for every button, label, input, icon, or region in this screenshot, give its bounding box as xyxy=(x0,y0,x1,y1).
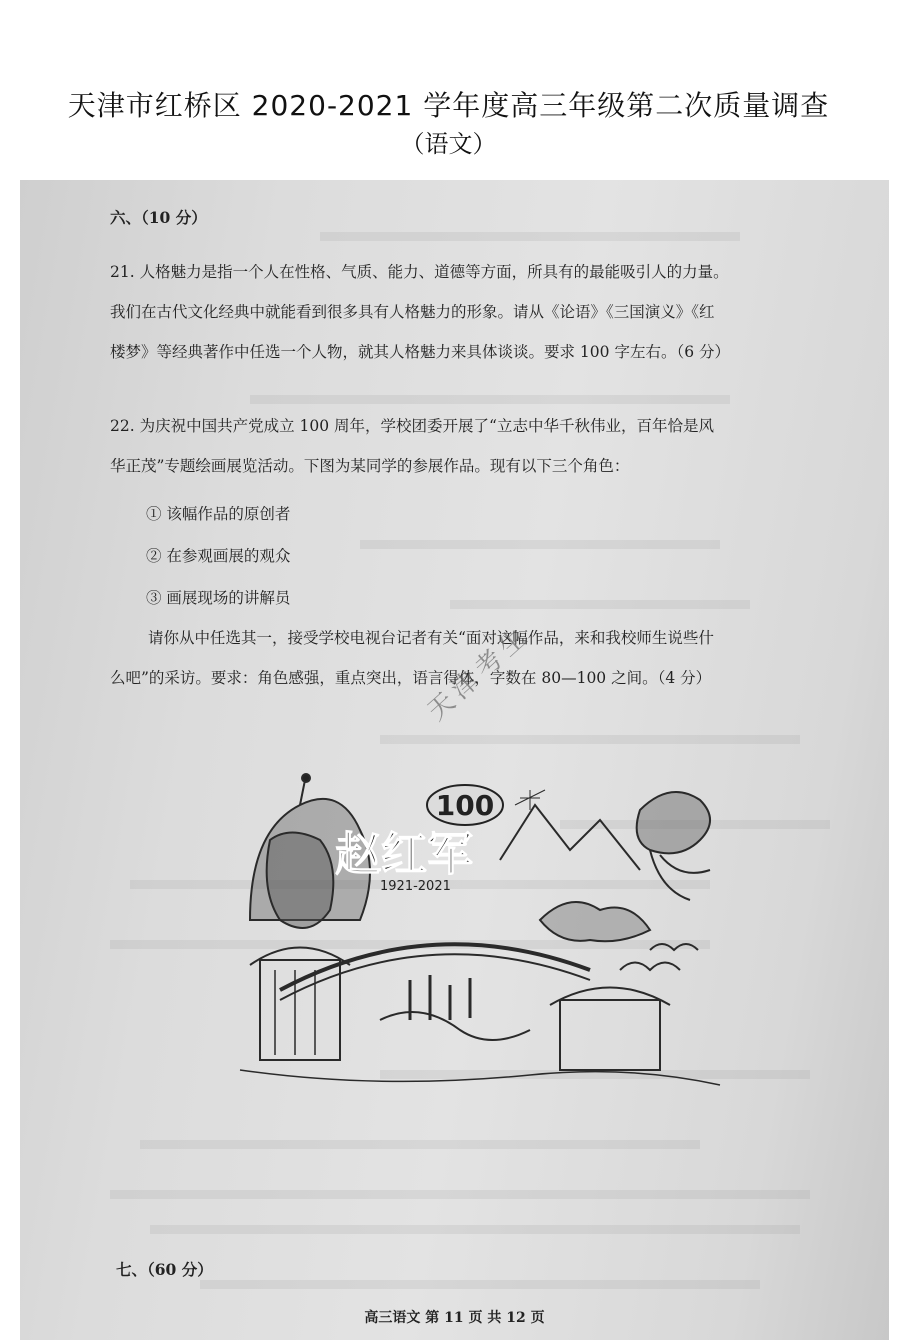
badge-100: 100 xyxy=(435,789,495,822)
show-through xyxy=(450,600,750,609)
artwork-dates: 1921-2021 xyxy=(380,879,451,894)
page-footer: 高三语文 第 11 页 共 12 页 xyxy=(364,1310,545,1326)
section-6-heading: 六、（10 分） xyxy=(110,208,207,227)
q21-line-1: 21. 人格魅力是指一个人在性格、气质、能力、道德等方面，所具有的最能吸引人的力量。 xyxy=(110,263,729,281)
show-through xyxy=(200,1280,760,1289)
exam-photo xyxy=(20,180,889,1340)
show-through xyxy=(250,395,730,404)
show-through xyxy=(360,540,720,549)
q22-line-2: 华正茂”专题绘画展览活动。下图为某同学的参展作品。现有以下三个角色： xyxy=(110,457,630,475)
role-option-1: ① 该幅作品的原创者 xyxy=(146,505,291,523)
show-through xyxy=(140,1140,700,1149)
show-through xyxy=(380,735,800,744)
watermark: 天津考生 xyxy=(422,618,538,727)
artwork-title: 赵红军 xyxy=(335,827,473,881)
q22-instruction-1: 请你从中任选其一，接受学校电视台记者有关“面对这幅作品，来和我校师生说些什 xyxy=(148,629,714,647)
q21-line-2: 我们在古代文化经典中就能看到很多具有人格魅力的形象。请从《论语》《三国演义》《红 xyxy=(110,303,715,321)
section-7-heading: 七、（60 分） xyxy=(116,1260,213,1279)
page-subtitle: （语文） xyxy=(400,130,497,158)
q22-line-1: 22. 为庆祝中国共产党成立 100 周年，学校团委开展了“立志中华千秋伟业，百年恰是风 xyxy=(110,417,714,435)
show-through xyxy=(320,232,740,241)
page-title: 天津市红桥区 2020-2021 学年度高三年级第二次质量调查 xyxy=(67,89,830,122)
role-option-2: ② 在参观画展的观众 xyxy=(146,547,291,565)
q22-instruction-2: 么吧”的采访。要求：角色感强，重点突出，语言得体，字数在 80—100 之间。（4 分） xyxy=(110,669,712,687)
centenary-badge xyxy=(427,785,503,825)
show-through xyxy=(150,1225,800,1234)
role-option-3: ③ 画展现场的讲解员 xyxy=(146,589,291,607)
q21-line-3: 楼梦》等经典著作中任选一个人物，就其人格魅力来具体谈谈。要求 100 字左右。（6 分） xyxy=(110,343,730,361)
show-through xyxy=(110,1190,810,1199)
centenary-artwork xyxy=(230,770,730,1100)
